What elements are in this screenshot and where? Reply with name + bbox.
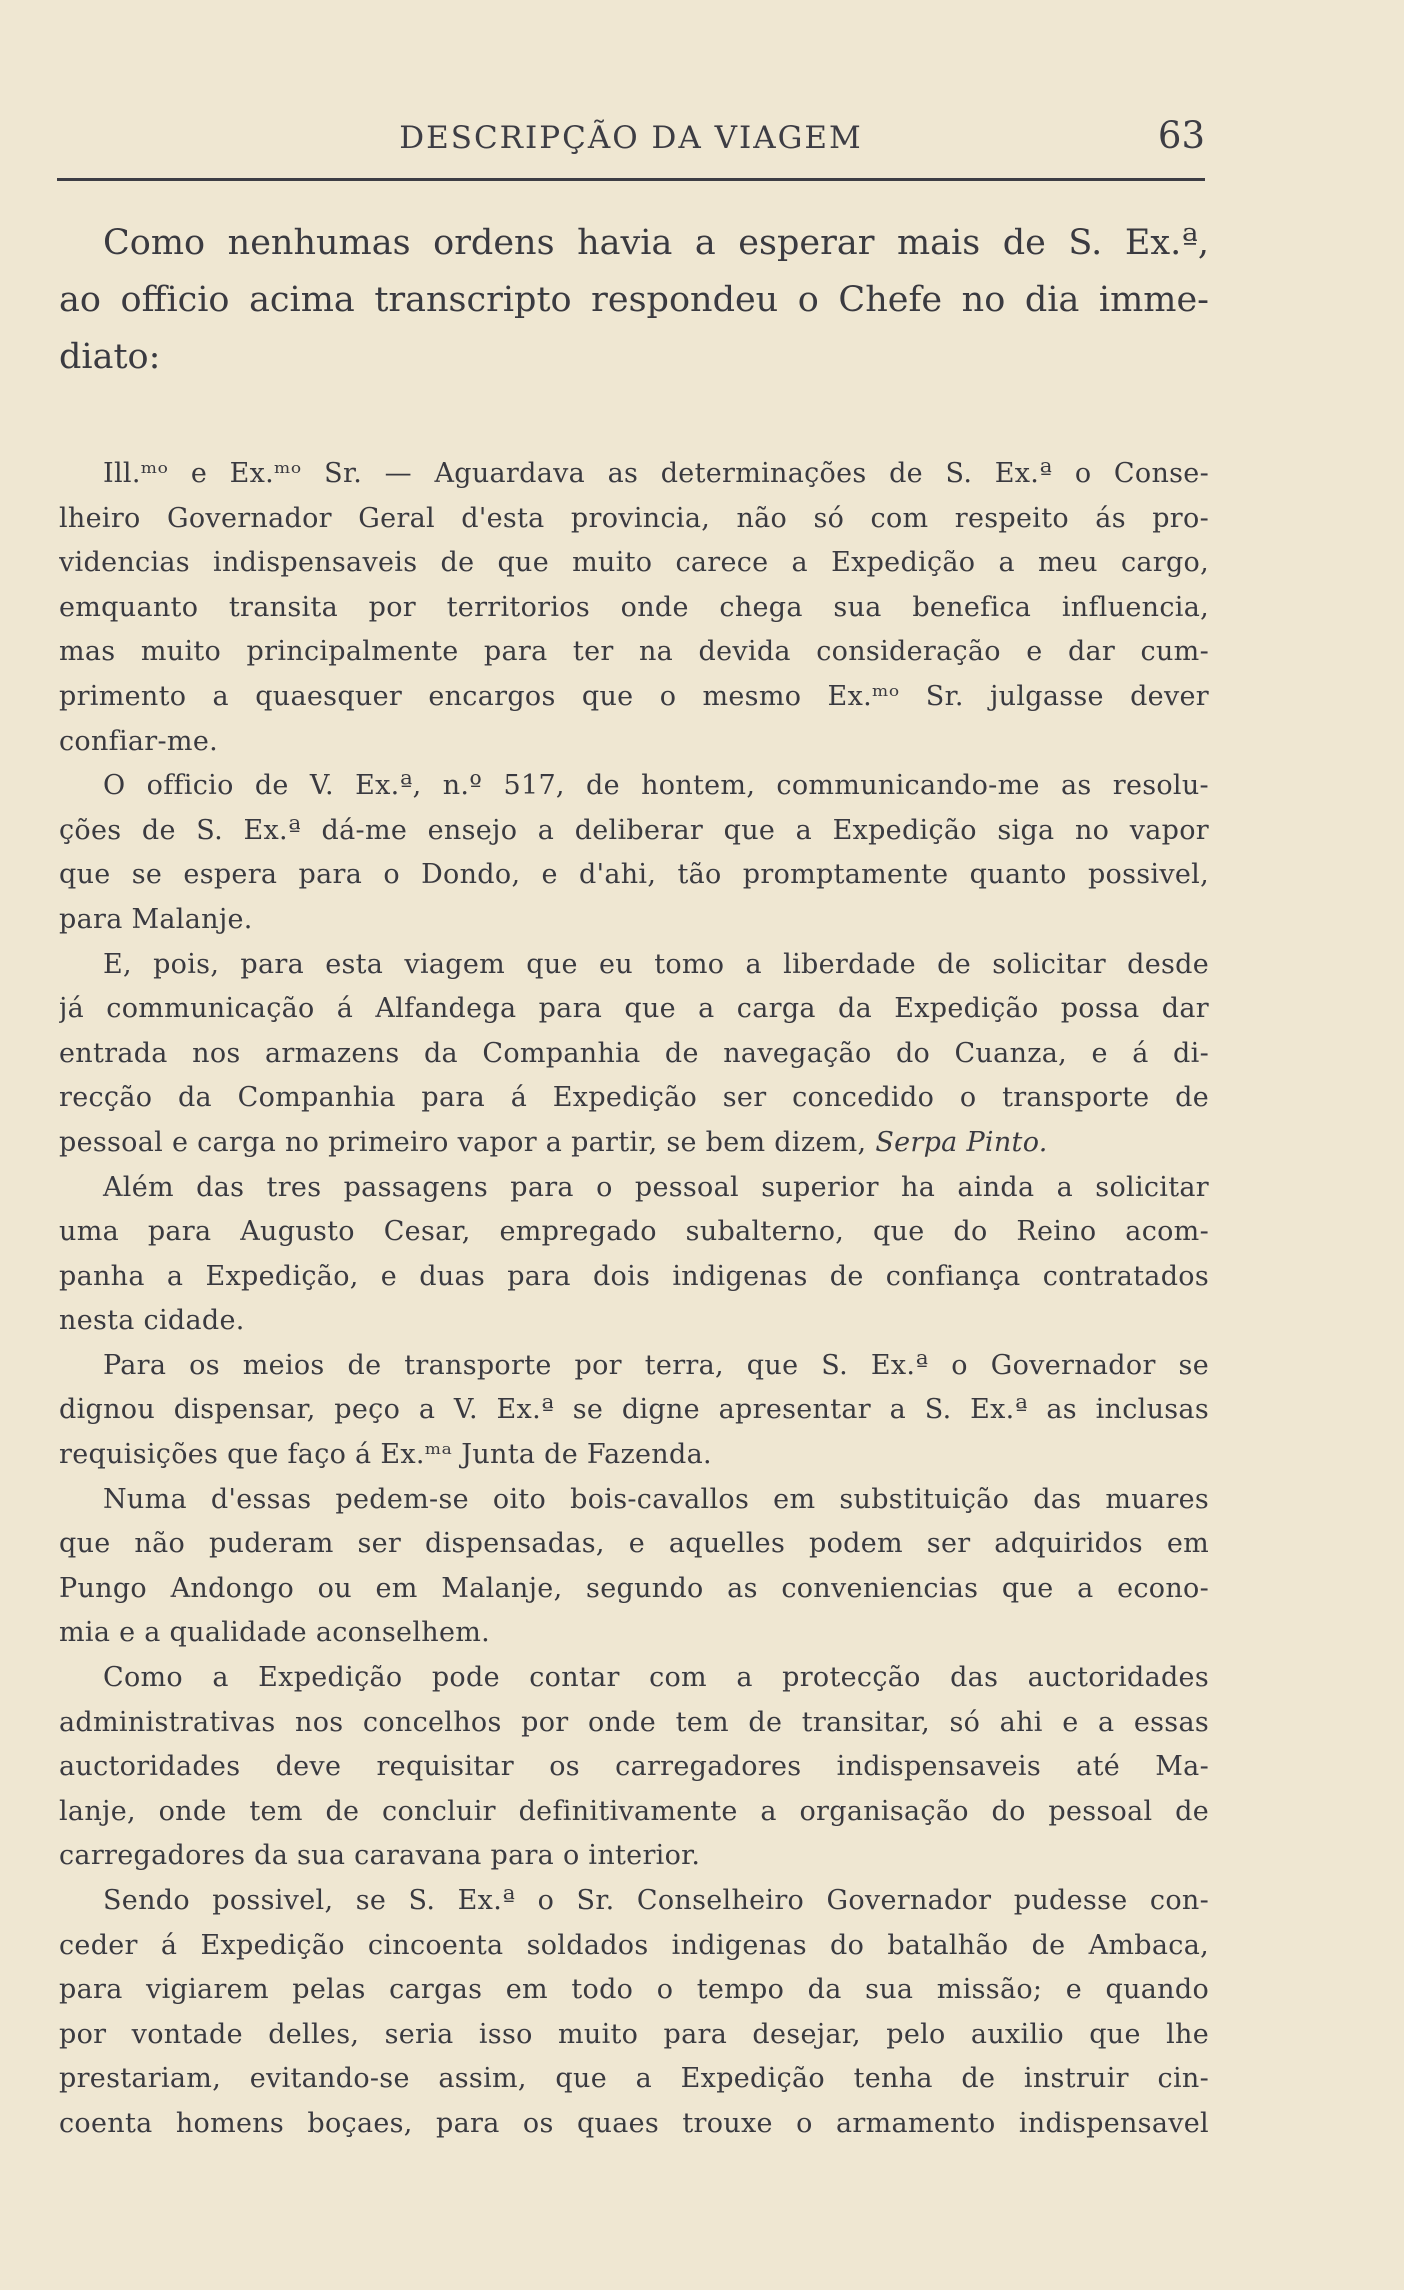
text-segment: pessoal e carga no primeiro vapor a partir, se bem dizem, <box>59 1126 867 1158</box>
text-line: que se espera para o Dondo, e d'ahi, tão promptamente quanto possivel, <box>59 859 1209 891</box>
text-line: carregadores da sua caravana para o interior. <box>59 1840 701 1872</box>
text-line: O officio de V. Ex.ª, n.º 517, de hontem, communicando-me as resolu- <box>103 770 1209 802</box>
text-line: recção da Companhia para á Expedição ser concedido o transporte de <box>59 1082 1209 1114</box>
text-line: já communicação á Alfandega para que a carga da Expedição possa dar <box>59 993 1209 1025</box>
text-line: uma para Augusto Cesar, empregado subalterno, que do Reino acom- <box>59 1216 1209 1248</box>
text-line: confiar-me. <box>59 725 218 757</box>
text-line: dignou dispensar, peço a V. Ex.ª se digne apresentar a S. Ex.ª as inclusas <box>59 1394 1209 1426</box>
header-rule <box>57 178 1205 181</box>
text-line: mas muito principalmente para ter na devida consideração e dar cum- <box>59 636 1209 668</box>
text-line: Ill.ᵐᵒ e Ex.ᵐᵒ Sr. — Aguardava as determinações de S. Ex.ª o Conse- <box>103 458 1209 489</box>
text-line: mia e a qualidade aconselhem. <box>59 1617 491 1649</box>
text-line: diato: <box>59 337 161 377</box>
text-line: administrativas nos concelhos por onde tem de transitar, só ahi e a essas <box>59 1706 1209 1738</box>
text-line: emquanto transita por territorios onde chega sua benefica influencia, <box>59 591 1209 623</box>
text-line: requisições que faço á Ex.ᵐᵃ Junta de Fazenda. <box>59 1439 712 1471</box>
text-line: Sendo possivel, se S. Ex.ª o Sr. Conselheiro Governador pudesse con- <box>103 1885 1209 1916</box>
text-line: por vontade delles, seria isso muito para desejar, pelo auxilio que lhe <box>59 2018 1209 2050</box>
text-line: panha a Expedição, e duas para dois indigenas de confiança contratados <box>59 1260 1209 1292</box>
text-line: Pungo Andongo ou em Malanje, segundo as conveniencias que a econo- <box>59 1572 1209 1604</box>
text-line: para vigiarem pelas cargas em todo o tempo da sua missão; e quando <box>59 1974 1209 2006</box>
text-line: prestariam, evitando-se assim, que a Expedição tenha de instruir cin- <box>59 2063 1209 2095</box>
text-line: para Malanje. <box>59 903 253 935</box>
text-line: ções de S. Ex.ª dá-me ensejo a deliberar que a Expedição siga no vapor <box>59 814 1209 846</box>
text-line: que não puderam ser dispensadas, e aquelles podem ser adquiridos em <box>59 1528 1209 1560</box>
text-line: coenta homens boçaes, para os quaes trouxe o armamento indispensavel <box>59 2107 1209 2139</box>
text-line: Como a Expedição pode contar com a protecção das auctoridades <box>103 1662 1209 1694</box>
text-line: nesta cidade. <box>59 1305 245 1337</box>
text-line: ceder á Expedição cincoenta soldados indigenas do batalhão de Ambaca, <box>59 1929 1209 1961</box>
text-line: E, pois, para esta viagem que eu tomo a liberdade de solicitar desde <box>103 948 1209 980</box>
text-line: videncias indispensaveis de que muito carece a Expedição a meu cargo, <box>59 547 1209 579</box>
text-line: auctoridades deve requisitar os carregadores indispensaveis até Ma- <box>59 1751 1209 1783</box>
text-line: Para os meios de transporte por terra, que S. Ex.ª o Governador se <box>103 1349 1209 1381</box>
page-number: 63 <box>1157 114 1205 157</box>
intro-paragraph <box>59 215 1209 386</box>
text-line: lanje, onde tem de concluir definitivamente a organisação do pessoal de <box>59 1795 1209 1827</box>
text-line: ao officio acima transcripto respondeu o Chefe no dia imme- <box>59 280 1209 320</box>
text-line: Além das tres passagens para o pessoal superior ha ainda a solicitar <box>103 1171 1209 1203</box>
text-line: lheiro Governador Geral d'esta provincia, não só com respeito ás pro- <box>59 502 1209 534</box>
signature-name: Serpa Pinto. <box>875 1126 1048 1158</box>
text-line: Numa d'essas pedem-se oito bois-cavallos em substituição das muares <box>103 1483 1209 1515</box>
letter-text <box>59 452 1209 2147</box>
text-line: primento a quaesquer encargos que o mesmo Ex.ᵐᵒ Sr. julgasse dever <box>59 680 1209 712</box>
running-title: DESCRIPÇÃO DA VIAGEM <box>399 120 863 156</box>
page-header <box>57 112 1205 162</box>
text-line <box>59 1121 1209 1166</box>
text-line: entrada nos armazens da Companhia de navegação do Cuanza, e á di- <box>59 1037 1209 1069</box>
text-line: Como nenhumas ordens havia a esperar mais de S. Ex.ª, <box>103 223 1209 263</box>
